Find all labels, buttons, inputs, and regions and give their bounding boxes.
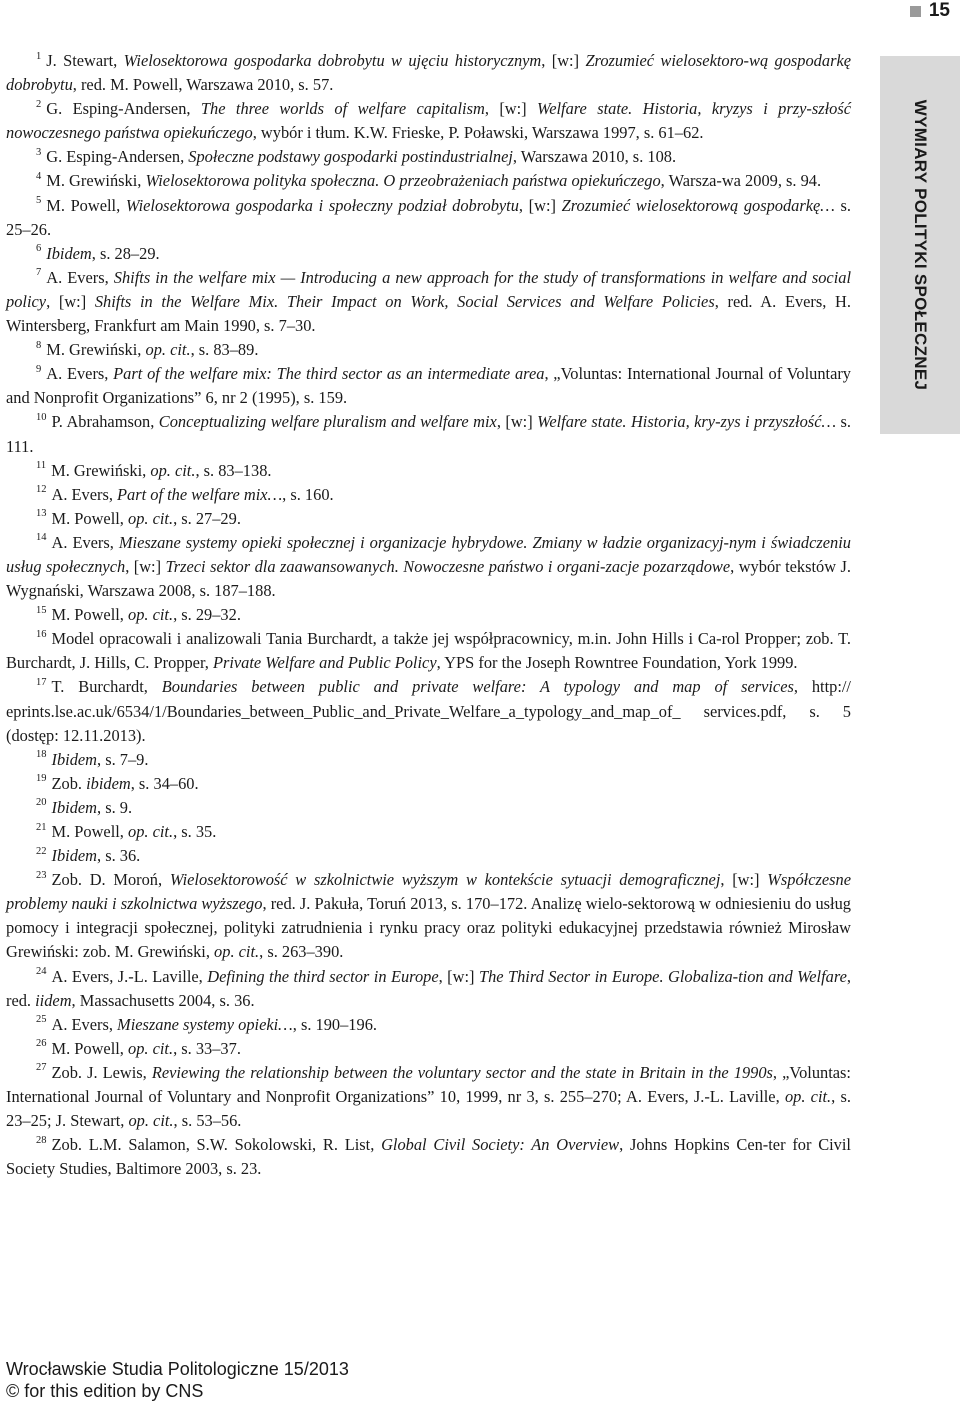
- footnote-text: M. Powell,: [51, 605, 128, 625]
- footnote-text: , YPS for the Joseph Rowntree Foundation, York 1999.: [436, 653, 798, 673]
- footnote-text: G. Esping-Andersen,: [46, 99, 201, 119]
- footnote: [6, 627, 851, 675]
- footnote-number: 13: [36, 508, 47, 520]
- footnote-text: , red. A. Evers, H. Wintersberg, Frankfurt am Main 1990, s. 7–30.: [6, 291, 851, 336]
- footnote-text: Zob. L.M. Salamon, S.W. Sokolowski, R. List,: [51, 1135, 382, 1155]
- footnote-title: Part of the welfare mix…: [117, 484, 283, 504]
- footnote-text: , s. 53–56.: [173, 1111, 242, 1131]
- footnote-text: , s. 36.: [97, 846, 141, 866]
- footnote-text: , s. 83–138.: [195, 460, 272, 480]
- footnote-title: The three worlds of welfare capitalism: [200, 99, 485, 119]
- footnote-text: , „Voluntas: International Journal of Voluntary and Nonprofit Organizations” 6, nr 2 (1995), s. 159.: [6, 364, 851, 408]
- footnote-text: , wybór i tłum. K.W. Frieske, P. Poławski, Warszawa 1997, s. 61–62.: [252, 123, 704, 143]
- footnote-number: 24: [36, 966, 47, 978]
- footnote: [6, 531, 851, 603]
- footnote-text: M. Powell,: [51, 508, 128, 528]
- footnote-text: , Warsza-wa 2009, s. 94.: [660, 171, 822, 191]
- footnote-number: 26: [36, 1038, 47, 1050]
- footnote: [6, 965, 851, 1013]
- footnote-text: M. Powell,: [51, 1038, 128, 1058]
- footnote-text: M. Powell,: [51, 822, 128, 841]
- footnote-title: op. cit.: [128, 822, 174, 841]
- footnote: [6, 169, 851, 193]
- footnote-text: , [w:]: [125, 556, 166, 576]
- footnote-title: Mieszane systemy opieki społecznej i organizacje hybrydowe. Zmiany w ładzie organizacyj-nym i świadczeniu usług społecznych: [6, 532, 852, 576]
- footnote-text: M. Grewiński,: [51, 460, 151, 480]
- footnote-text: Zob.: [51, 773, 87, 793]
- footnote: [6, 242, 851, 266]
- footnote-title: op. cit.: [128, 605, 174, 625]
- footnote: [6, 1133, 851, 1181]
- footnote: [6, 362, 851, 410]
- footnote: [6, 675, 851, 747]
- footnote-title: Conceptualizing welfare pluralism and welfare mix: [158, 412, 497, 432]
- footnote-number: 9: [36, 363, 42, 375]
- copyright-notice: © for this edition by CNS: [6, 1381, 204, 1401]
- footnote-number: 8: [36, 339, 42, 351]
- footnote: [6, 483, 851, 507]
- footnote-text: , Warszawa 2010, s. 108.: [512, 147, 677, 167]
- footnote: [6, 603, 851, 627]
- footnote-title: iidem: [35, 990, 72, 1010]
- footnote-text: G. Esping-Andersen,: [46, 147, 189, 167]
- footnote-title: The Third Sector in Europe. Globaliza-tion and Welfare: [478, 966, 847, 986]
- footnote-text: , s. 23–25; J. Stewart,: [6, 1087, 851, 1131]
- footnote-number: 23: [36, 869, 47, 881]
- footnote-text: M. Grewiński,: [46, 340, 146, 360]
- footnote-text: , s. 7–9.: [97, 749, 149, 769]
- footnote-text: , s. 35.: [173, 822, 217, 841]
- footnote-title: op. cit.: [214, 942, 260, 962]
- footnote-number: 7: [36, 267, 42, 279]
- footnote-title: ibidem: [86, 773, 131, 793]
- footnote-number: 10: [36, 411, 47, 423]
- footnote-number: 22: [36, 845, 47, 857]
- footnote: [6, 748, 851, 772]
- footnote-text: , s. 28–29.: [91, 243, 160, 263]
- footnote-title: Wielosektorowa gospodarka i społeczny podział dobrobytu: [125, 195, 519, 215]
- footnote-title: Trzeci sektor dla zaawansowanych. Nowoczesne państwo i organi-zacje pozarządowe: [165, 556, 731, 576]
- footnote-number: 6: [36, 243, 42, 255]
- footnote-text: A. Evers,: [51, 484, 118, 504]
- footnote-title: Welfare state. Historia, kry-zys i przyszłość…: [537, 412, 837, 432]
- section-side-tab: [880, 56, 960, 434]
- footnote-text: , s. 263–390.: [259, 942, 344, 962]
- footnote-title: Ibidem: [51, 846, 98, 866]
- footnote-title: Ibidem: [46, 243, 92, 263]
- section-side-tab-label: WYMIARY POLITYKI SPOŁECZNEJ: [911, 99, 930, 391]
- footnote-text: A. Evers,: [46, 364, 114, 384]
- footnote-title: Wielosektorowa gospodarka dobrobytu w ujęciu historycznym: [123, 51, 542, 70]
- footnote-text: P. Abrahamson,: [51, 412, 159, 432]
- footnote-number: 4: [36, 171, 42, 182]
- footnote-number: 15: [36, 604, 47, 616]
- footnote-number: 21: [36, 821, 47, 833]
- footnote-number: 27: [36, 1062, 47, 1074]
- footnote-text: , [w:]: [518, 195, 562, 215]
- footnote-text: , „Voluntas: International Journal of Voluntary and Nonprofit Organizations” 10, 1999, nr 3, s. 255–270; A. Evers, J.-L. Laville,: [6, 1062, 851, 1107]
- footnote: [6, 820, 851, 844]
- footnote-text: , [w:]: [484, 99, 538, 119]
- footnote-number: 17: [36, 676, 47, 688]
- footnote: [6, 1061, 851, 1133]
- footnote-text: , red.: [6, 966, 851, 1010]
- footnote-text: , [w:]: [720, 870, 768, 890]
- footnotes-list: [6, 49, 851, 1181]
- footnote-number: 2: [36, 98, 42, 110]
- footnote-title: Shifts in the welfare mix — Introducing a new approach for the study of transformations in welfare and social policy: [6, 267, 852, 311]
- footnote-number: 25: [36, 1014, 47, 1026]
- footnote: [6, 796, 851, 820]
- footnote-text: , http:// eprints.lse.ac.uk/6534/1/Boundaries_between_Public_and_Private_Welfare_a_typology_and_map_of_ services.pdf, s. 5 (dostęp: 12.11.2013).: [6, 677, 851, 745]
- footnote-text: T. Burchardt,: [51, 677, 162, 697]
- footnote-title: Defining the third sector in Europe: [207, 966, 439, 986]
- footnote-text: A. Evers,: [46, 267, 114, 287]
- footnote-text: M. Grewiński,: [46, 171, 146, 191]
- footnote-title: op. cit.: [128, 508, 174, 528]
- footnote-title: op. cit.: [784, 1087, 832, 1107]
- footnote-number: 12: [36, 484, 47, 496]
- footnote-text: A. Evers,: [51, 1014, 118, 1034]
- footnote-number: 18: [36, 749, 47, 761]
- footnote-text: , Massachusetts 2004, s. 36.: [71, 990, 255, 1010]
- footnote-number: 19: [36, 773, 47, 785]
- footnote: [6, 868, 851, 964]
- footnote-text: , s. 33–37.: [173, 1038, 241, 1058]
- footnote-text: Model opracowali i analizowali Tania Burchardt, a także jej współpracownicy, m.in. John Hills i Ca-rol Propper; zob. T. Burchardt, J. Hills, C. Propper,: [6, 629, 851, 673]
- footnote-title: Wielosektorowa polityka społeczna. O przeobrażeniach państwa opiekuńczego: [145, 171, 661, 191]
- footnote-title: Społeczne podstawy gospodarki postindustrialnej: [188, 147, 513, 167]
- footnote-number: 20: [36, 797, 47, 809]
- footnote-text: J. Stewart,: [46, 51, 124, 70]
- footnote-text: , s. 83–89.: [190, 340, 259, 360]
- footnote-title: Ibidem: [51, 749, 98, 769]
- footnote-text: Zob. J. Lewis,: [51, 1062, 152, 1082]
- footnote-title: Shifts in the Welfare Mix. Their Impact on Work, Social Services and Welfare Policies: [94, 291, 715, 311]
- footnote-title: op. cit.: [128, 1038, 174, 1058]
- footnote-text: , [w:]: [46, 291, 95, 311]
- footnote-text: , [w:]: [438, 966, 479, 986]
- footnote-text: , [w:]: [541, 51, 586, 70]
- footnote: [6, 1037, 851, 1061]
- footnote-title: Global Civil Society: An Overview: [381, 1135, 620, 1155]
- footnote: [6, 507, 851, 531]
- footnote-title: op. cit.: [150, 460, 196, 480]
- footnote-text: s. 111.: [6, 412, 851, 456]
- footnote-text: A. Evers,: [51, 532, 119, 552]
- footnote: [6, 266, 851, 338]
- footnote: [6, 844, 851, 868]
- footnote: [6, 1013, 851, 1037]
- footnote-number: 16: [36, 628, 47, 640]
- footnote: [6, 772, 851, 796]
- footnote: [6, 459, 851, 483]
- footnote: [6, 338, 851, 362]
- footnote-title: Part of the welfare mix: The third sector as an intermediate area: [113, 364, 545, 384]
- footnote-title: Private Welfare and Public Policy: [212, 653, 437, 673]
- footnote-text: , s. 29–32.: [173, 605, 241, 625]
- footnote-title: op. cit.: [128, 1111, 174, 1131]
- footnote-title: Wielosektorowość w szkolnictwie wyższym w kontekście sytuacji demograficznej: [169, 870, 721, 890]
- footnote-title: Reviewing the relationship between the voluntary sector and the state in Britain in the 1990s: [151, 1062, 773, 1082]
- footnote-text: , s. 34–60.: [130, 773, 199, 793]
- footnote-number: 5: [36, 195, 42, 207]
- footnote-title: Welfare state. Historia, kryzys i przy-szłość nowoczesnego państwa opiekuńczego: [6, 99, 852, 143]
- footnote-text: , s. 160.: [282, 484, 334, 504]
- footnote: [6, 145, 851, 169]
- footnote-text: s. 25–26.: [6, 195, 852, 239]
- footnote-text: , Johns Hopkins Cen-ter for Civil Society Studies, Baltimore 2003, s. 23.: [6, 1135, 851, 1179]
- footnote-title: Boundaries between public and private welfare: A typology and map of services: [161, 677, 794, 697]
- footnote-number: 14: [36, 532, 47, 544]
- footnote-number: 28: [36, 1134, 47, 1146]
- footnote-text: A. Evers, J.-L. Laville,: [51, 966, 208, 986]
- footnote-title: Mieszane systemy opieki…: [117, 1014, 293, 1034]
- footnote-title: Zrozumieć wielosektoro-wą gospodarkę dobrobytu: [6, 51, 852, 95]
- footnote-title: Zrozumieć wielosektorową gospodarkę…: [561, 195, 835, 215]
- page-number: [910, 0, 950, 22]
- footnote-text: , red. M. Powell, Warszawa 2010, s. 57.: [72, 75, 334, 95]
- footnote-text: , s. 190–196.: [292, 1014, 377, 1034]
- footnote-title: Współczesne problemy nauki i szkolnictwa wyższego: [6, 870, 851, 914]
- footnote-text: , wybór tekstów J. Wygnański, Warszawa 2008, s. 187–188.: [6, 556, 851, 601]
- footnote-text: , [w:]: [496, 412, 538, 432]
- square-marker-icon: [910, 6, 921, 17]
- page-footer: [6, 1358, 349, 1402]
- footnote-text: M. Powell,: [46, 195, 126, 215]
- footnote-text: , red. J. Pakuła, Toruń 2013, s. 170–172. Analizę wielo-sektorową w odniesieniu do usług pomocy i integracji społecznej, polityki zatrudnienia i rynku pracy oraz polityki edukacyjnej przedstawia również Mirosław Grewiński: zob. M. Grewiński,: [6, 894, 852, 962]
- footnote-number: 3: [36, 146, 42, 158]
- footnote: [6, 410, 851, 458]
- footnote: [6, 194, 851, 242]
- journal-title: Wrocławskie Studia Politologiczne 15/2013: [6, 1359, 349, 1379]
- footnote-text: , s. 27–29.: [173, 508, 241, 528]
- footnote: [6, 97, 851, 145]
- footnote-text: , s. 9.: [97, 797, 133, 817]
- footnote-number: 1: [36, 50, 42, 62]
- footnote-number: 11: [36, 460, 47, 472]
- footnote-title: op. cit.: [145, 340, 191, 360]
- footnote-title: Ibidem: [51, 797, 98, 817]
- footnote-text: Zob. D. Moroń,: [51, 870, 170, 890]
- footnote: [6, 49, 851, 97]
- page-number-text: 15: [928, 0, 950, 21]
